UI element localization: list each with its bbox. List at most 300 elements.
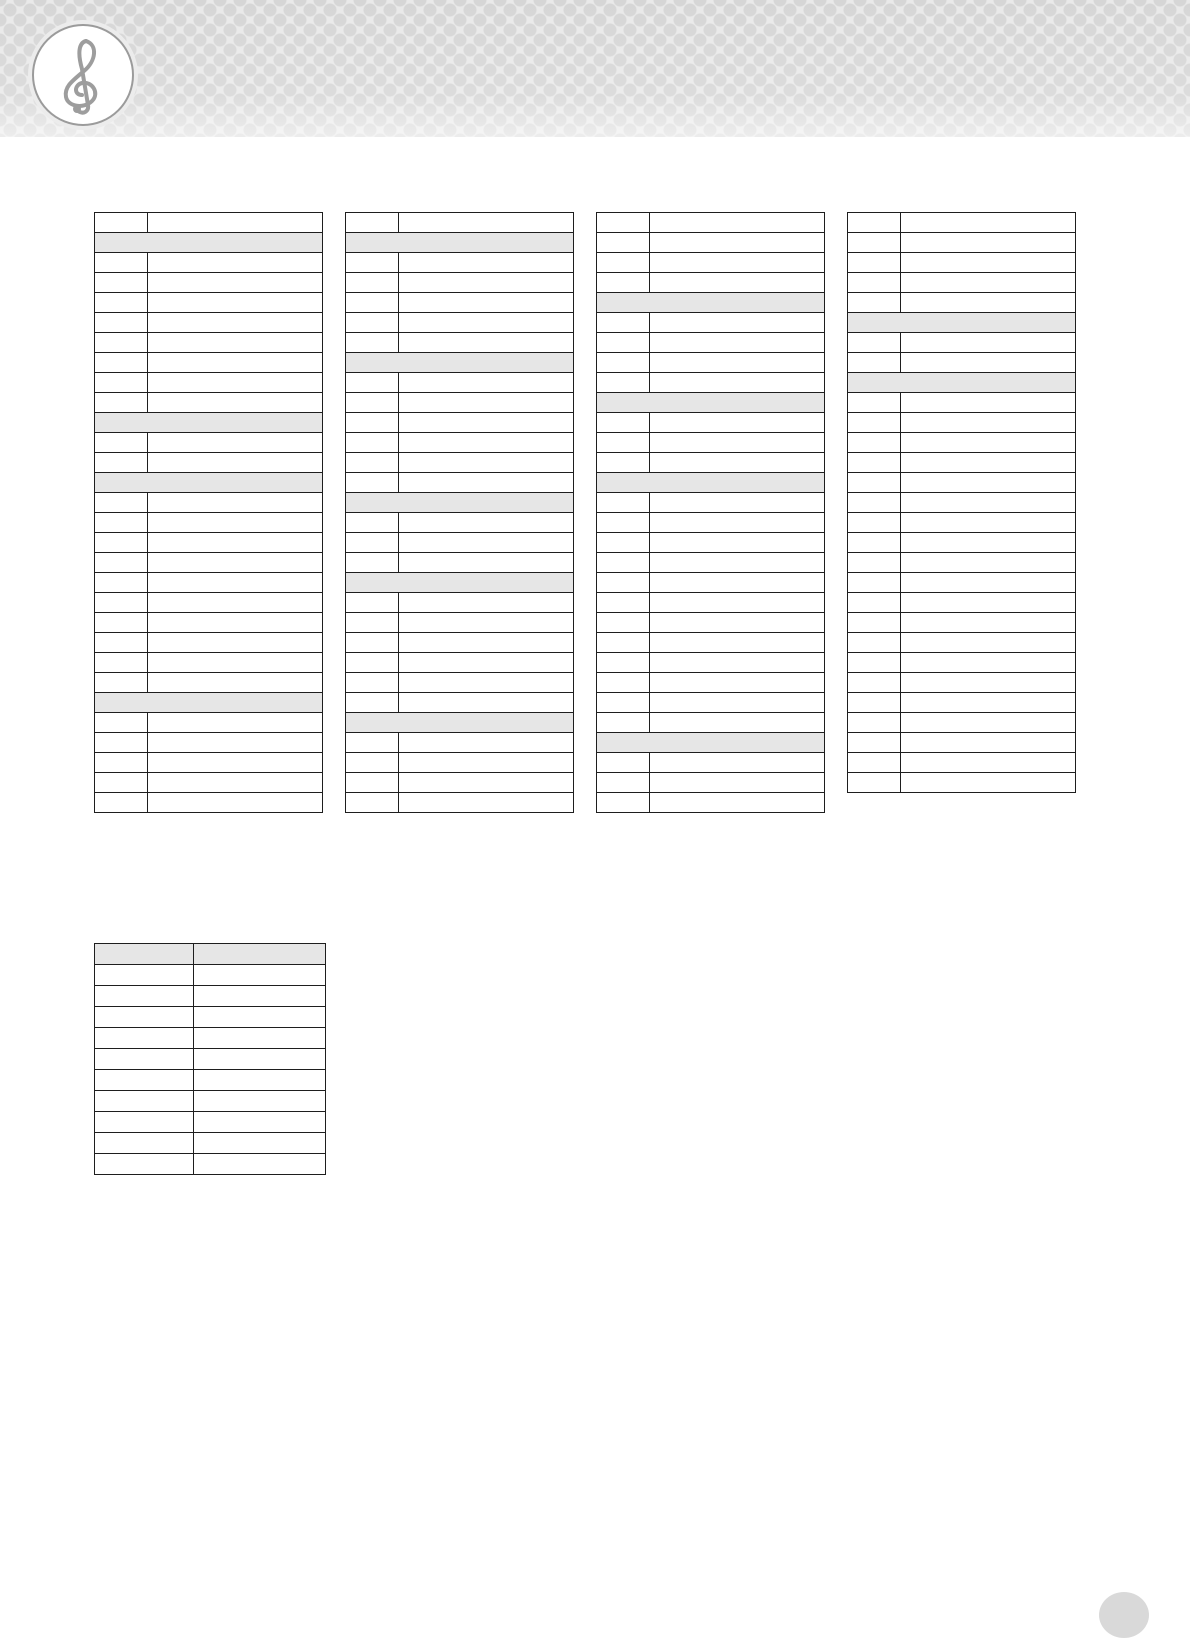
table-row bbox=[346, 593, 574, 613]
name-cell bbox=[650, 513, 825, 533]
number-cell bbox=[597, 413, 650, 433]
table-row bbox=[848, 353, 1076, 373]
number-cell bbox=[346, 293, 399, 313]
table-row bbox=[597, 333, 825, 353]
name-cell bbox=[399, 273, 574, 293]
table-row bbox=[95, 553, 323, 573]
table-row bbox=[848, 633, 1076, 653]
section-header-cell bbox=[95, 693, 323, 713]
table-row bbox=[346, 333, 574, 353]
name-cell bbox=[148, 313, 323, 333]
table-row bbox=[95, 513, 323, 533]
table-row bbox=[95, 793, 323, 813]
name-cell bbox=[901, 753, 1076, 773]
name-cell bbox=[901, 533, 1076, 553]
table-row bbox=[95, 673, 323, 693]
name-cell bbox=[399, 513, 574, 533]
name-cell bbox=[399, 253, 574, 273]
table-row bbox=[848, 573, 1076, 593]
number-cell bbox=[597, 333, 650, 353]
table-row bbox=[95, 253, 323, 273]
number-cell bbox=[346, 613, 399, 633]
blank-list-table-1 bbox=[94, 212, 323, 813]
name-cell bbox=[650, 633, 825, 653]
table-row bbox=[346, 773, 574, 793]
table-row bbox=[95, 593, 323, 613]
table-row bbox=[848, 273, 1076, 293]
section-header-cell bbox=[346, 353, 574, 373]
blank-two-column-table bbox=[94, 943, 326, 1175]
name-cell bbox=[399, 393, 574, 413]
name-cell bbox=[650, 533, 825, 553]
section-header-cell bbox=[95, 413, 323, 433]
number-cell bbox=[848, 753, 901, 773]
name-cell bbox=[650, 453, 825, 473]
table-row bbox=[848, 393, 1076, 413]
table-row bbox=[848, 433, 1076, 453]
number-cell bbox=[346, 373, 399, 393]
number-cell bbox=[848, 473, 901, 493]
table-row bbox=[95, 273, 323, 293]
number-cell bbox=[597, 753, 650, 773]
number-cell bbox=[346, 653, 399, 673]
section-header-row bbox=[346, 353, 574, 373]
number-cell bbox=[346, 593, 399, 613]
number-cell bbox=[848, 633, 901, 653]
table-row bbox=[848, 533, 1076, 553]
right-cell bbox=[194, 986, 326, 1007]
name-cell bbox=[901, 233, 1076, 253]
number-cell bbox=[346, 793, 399, 813]
section-header-cell bbox=[346, 713, 574, 733]
table-row bbox=[95, 1049, 326, 1070]
name-cell bbox=[650, 353, 825, 373]
table-row bbox=[848, 413, 1076, 433]
name-cell bbox=[399, 593, 574, 613]
number-cell bbox=[597, 213, 650, 233]
table-row bbox=[597, 253, 825, 273]
page-number-badge bbox=[1099, 1592, 1149, 1638]
table-row bbox=[597, 673, 825, 693]
number-cell bbox=[346, 333, 399, 353]
section-header-row bbox=[848, 373, 1076, 393]
name-cell bbox=[650, 593, 825, 613]
section-header-row bbox=[95, 473, 323, 493]
name-cell bbox=[399, 333, 574, 353]
name-cell bbox=[901, 553, 1076, 573]
number-cell bbox=[848, 413, 901, 433]
table-row bbox=[597, 413, 825, 433]
table-row bbox=[597, 273, 825, 293]
table-row bbox=[95, 393, 323, 413]
name-cell bbox=[148, 593, 323, 613]
table-row bbox=[346, 453, 574, 473]
number-cell bbox=[95, 793, 148, 813]
right-cell bbox=[194, 1007, 326, 1028]
table-row bbox=[95, 293, 323, 313]
section-header-row bbox=[95, 413, 323, 433]
number-cell bbox=[346, 533, 399, 553]
number-cell bbox=[95, 753, 148, 773]
section-header-row bbox=[597, 473, 825, 493]
table-row bbox=[95, 1112, 326, 1133]
name-cell bbox=[901, 413, 1076, 433]
section-header-row bbox=[95, 233, 323, 253]
table-header-row bbox=[95, 944, 326, 965]
name-cell bbox=[650, 373, 825, 393]
right-cell bbox=[194, 1049, 326, 1070]
section-header-row bbox=[848, 313, 1076, 333]
name-cell bbox=[650, 433, 825, 453]
name-cell bbox=[148, 793, 323, 813]
number-cell bbox=[597, 313, 650, 333]
number-cell bbox=[346, 253, 399, 273]
section-header-row bbox=[597, 293, 825, 313]
number-cell bbox=[346, 673, 399, 693]
table-row bbox=[597, 693, 825, 713]
left-cell bbox=[95, 1007, 194, 1028]
table-row bbox=[95, 1070, 326, 1091]
name-cell bbox=[148, 213, 323, 233]
table-row bbox=[848, 593, 1076, 613]
number-cell bbox=[597, 693, 650, 713]
section-header-cell bbox=[346, 233, 574, 253]
name-cell bbox=[650, 673, 825, 693]
table-row bbox=[848, 553, 1076, 573]
number-cell bbox=[848, 233, 901, 253]
name-cell bbox=[148, 253, 323, 273]
number-cell bbox=[597, 673, 650, 693]
name-cell bbox=[148, 673, 323, 693]
name-cell bbox=[901, 613, 1076, 633]
table-row bbox=[597, 593, 825, 613]
number-cell bbox=[597, 553, 650, 573]
table-row bbox=[95, 1091, 326, 1112]
table-row bbox=[597, 613, 825, 633]
number-cell bbox=[848, 513, 901, 533]
table-row bbox=[346, 293, 574, 313]
table-row bbox=[597, 553, 825, 573]
name-cell bbox=[148, 553, 323, 573]
number-cell bbox=[95, 213, 148, 233]
name-cell bbox=[148, 433, 323, 453]
table-row bbox=[346, 653, 574, 673]
name-cell bbox=[650, 793, 825, 813]
name-cell bbox=[399, 533, 574, 553]
left-cell bbox=[95, 1028, 194, 1049]
name-cell bbox=[148, 753, 323, 773]
table-row bbox=[95, 353, 323, 373]
number-cell bbox=[597, 353, 650, 373]
number-cell bbox=[346, 773, 399, 793]
table-row bbox=[597, 213, 825, 233]
number-cell bbox=[95, 373, 148, 393]
name-cell bbox=[650, 553, 825, 573]
name-cell bbox=[650, 273, 825, 293]
right-cell bbox=[194, 1154, 326, 1175]
number-cell bbox=[848, 713, 901, 733]
number-cell bbox=[346, 313, 399, 333]
right-cell bbox=[194, 1112, 326, 1133]
table-row bbox=[346, 793, 574, 813]
table-row bbox=[597, 653, 825, 673]
name-cell bbox=[148, 533, 323, 553]
table-row bbox=[346, 673, 574, 693]
name-cell bbox=[650, 573, 825, 593]
section-header-cell bbox=[597, 473, 825, 493]
name-cell bbox=[901, 773, 1076, 793]
table-row bbox=[848, 773, 1076, 793]
number-cell bbox=[95, 493, 148, 513]
treble-clef-logo bbox=[32, 24, 134, 126]
section-header-row bbox=[346, 573, 574, 593]
number-cell bbox=[848, 213, 901, 233]
number-cell bbox=[848, 393, 901, 413]
table-row bbox=[848, 293, 1076, 313]
number-cell bbox=[95, 773, 148, 793]
name-cell bbox=[148, 493, 323, 513]
header-cell bbox=[194, 944, 326, 965]
blank-list-table-3 bbox=[596, 212, 825, 813]
table-row bbox=[848, 613, 1076, 633]
number-cell bbox=[346, 733, 399, 753]
table-row bbox=[848, 233, 1076, 253]
number-cell bbox=[95, 613, 148, 633]
number-cell bbox=[597, 233, 650, 253]
name-cell bbox=[901, 733, 1076, 753]
name-cell bbox=[148, 613, 323, 633]
section-header-cell bbox=[597, 733, 825, 753]
number-cell bbox=[95, 513, 148, 533]
left-cell bbox=[95, 1049, 194, 1070]
name-cell bbox=[399, 373, 574, 393]
table-row bbox=[848, 253, 1076, 273]
number-cell bbox=[597, 593, 650, 613]
name-cell bbox=[399, 453, 574, 473]
number-cell bbox=[597, 433, 650, 453]
table-row bbox=[597, 433, 825, 453]
number-cell bbox=[597, 513, 650, 533]
name-cell bbox=[901, 633, 1076, 653]
table-row bbox=[95, 753, 323, 773]
table-row bbox=[346, 433, 574, 453]
number-cell bbox=[95, 313, 148, 333]
table-row bbox=[597, 453, 825, 473]
table-row bbox=[95, 373, 323, 393]
section-header-cell bbox=[597, 293, 825, 313]
name-cell bbox=[901, 253, 1076, 273]
name-cell bbox=[148, 453, 323, 473]
number-cell bbox=[95, 393, 148, 413]
name-cell bbox=[399, 633, 574, 653]
section-header-cell bbox=[848, 313, 1076, 333]
name-cell bbox=[399, 313, 574, 333]
number-cell bbox=[346, 513, 399, 533]
table-row bbox=[597, 373, 825, 393]
name-cell bbox=[148, 353, 323, 373]
number-cell bbox=[597, 653, 650, 673]
name-cell bbox=[399, 673, 574, 693]
table-row bbox=[597, 493, 825, 513]
section-header-cell bbox=[346, 493, 574, 513]
number-cell bbox=[346, 413, 399, 433]
table-row bbox=[95, 453, 323, 473]
number-cell bbox=[597, 453, 650, 473]
section-header-cell bbox=[346, 573, 574, 593]
number-cell bbox=[346, 553, 399, 573]
number-cell bbox=[597, 793, 650, 813]
table-row bbox=[597, 233, 825, 253]
table-row bbox=[346, 553, 574, 573]
table-row bbox=[597, 793, 825, 813]
name-cell bbox=[399, 793, 574, 813]
table-row bbox=[848, 673, 1076, 693]
number-cell bbox=[848, 333, 901, 353]
table-row bbox=[848, 733, 1076, 753]
table-row bbox=[346, 373, 574, 393]
number-cell bbox=[95, 733, 148, 753]
name-cell bbox=[901, 473, 1076, 493]
table-row bbox=[848, 213, 1076, 233]
name-cell bbox=[399, 653, 574, 673]
right-cell bbox=[194, 1133, 326, 1154]
name-cell bbox=[650, 313, 825, 333]
number-cell bbox=[848, 293, 901, 313]
table-row bbox=[95, 533, 323, 553]
number-cell bbox=[597, 633, 650, 653]
name-cell bbox=[399, 293, 574, 313]
name-cell bbox=[399, 733, 574, 753]
name-cell bbox=[148, 273, 323, 293]
name-cell bbox=[650, 613, 825, 633]
table-row bbox=[597, 313, 825, 333]
name-cell bbox=[399, 553, 574, 573]
number-cell bbox=[95, 433, 148, 453]
table-row bbox=[597, 353, 825, 373]
number-cell bbox=[848, 613, 901, 633]
name-cell bbox=[399, 773, 574, 793]
table-row bbox=[597, 713, 825, 733]
number-cell bbox=[95, 593, 148, 613]
name-cell bbox=[901, 713, 1076, 733]
table-row bbox=[95, 653, 323, 673]
treble-clef-icon bbox=[48, 35, 118, 115]
table-row bbox=[95, 433, 323, 453]
right-cell bbox=[194, 1028, 326, 1049]
number-cell bbox=[597, 573, 650, 593]
number-cell bbox=[597, 533, 650, 553]
number-cell bbox=[346, 473, 399, 493]
table-row bbox=[95, 573, 323, 593]
table-row bbox=[346, 253, 574, 273]
name-cell bbox=[650, 213, 825, 233]
number-cell bbox=[848, 673, 901, 693]
section-header-cell bbox=[597, 393, 825, 413]
left-cell bbox=[95, 1112, 194, 1133]
right-cell bbox=[194, 1091, 326, 1112]
table-row bbox=[95, 1028, 326, 1049]
name-cell bbox=[148, 653, 323, 673]
name-cell bbox=[650, 753, 825, 773]
name-cell bbox=[148, 393, 323, 413]
number-cell bbox=[95, 713, 148, 733]
table-row bbox=[346, 393, 574, 413]
name-cell bbox=[650, 333, 825, 353]
table-row bbox=[95, 613, 323, 633]
name-cell bbox=[148, 333, 323, 353]
number-cell bbox=[848, 253, 901, 273]
number-cell bbox=[346, 213, 399, 233]
number-cell bbox=[95, 553, 148, 573]
table-row bbox=[848, 513, 1076, 533]
name-cell bbox=[901, 493, 1076, 513]
name-cell bbox=[399, 413, 574, 433]
name-cell bbox=[399, 433, 574, 453]
table-row bbox=[597, 633, 825, 653]
left-cell bbox=[95, 1154, 194, 1175]
number-cell bbox=[597, 713, 650, 733]
table-row bbox=[346, 513, 574, 533]
name-cell bbox=[399, 753, 574, 773]
header-cell bbox=[95, 944, 194, 965]
name-cell bbox=[901, 433, 1076, 453]
number-cell bbox=[346, 453, 399, 473]
number-cell bbox=[848, 433, 901, 453]
table-row bbox=[346, 633, 574, 653]
number-cell bbox=[95, 293, 148, 313]
table-row bbox=[95, 986, 326, 1007]
name-cell bbox=[148, 293, 323, 313]
table-row bbox=[848, 473, 1076, 493]
left-cell bbox=[95, 1133, 194, 1154]
table-row bbox=[848, 453, 1076, 473]
name-cell bbox=[148, 733, 323, 753]
blank-list-table-4 bbox=[847, 212, 1076, 793]
left-cell bbox=[95, 986, 194, 1007]
section-header-row bbox=[597, 733, 825, 753]
number-cell bbox=[848, 553, 901, 573]
left-cell bbox=[95, 965, 194, 986]
left-cell bbox=[95, 1070, 194, 1091]
name-cell bbox=[901, 273, 1076, 293]
number-cell bbox=[848, 273, 901, 293]
section-header-row bbox=[346, 713, 574, 733]
name-cell bbox=[650, 253, 825, 273]
number-cell bbox=[95, 673, 148, 693]
name-cell bbox=[901, 333, 1076, 353]
number-cell bbox=[95, 333, 148, 353]
table-row bbox=[95, 1154, 326, 1175]
table-row bbox=[346, 473, 574, 493]
table-row bbox=[95, 333, 323, 353]
table-row bbox=[95, 713, 323, 733]
number-cell bbox=[95, 653, 148, 673]
name-cell bbox=[901, 353, 1076, 373]
number-cell bbox=[848, 773, 901, 793]
number-cell bbox=[597, 493, 650, 513]
number-cell bbox=[95, 453, 148, 473]
table-row bbox=[597, 753, 825, 773]
name-cell bbox=[901, 513, 1076, 533]
table-row bbox=[95, 1133, 326, 1154]
number-cell bbox=[95, 533, 148, 553]
number-cell bbox=[95, 633, 148, 653]
table-row bbox=[346, 413, 574, 433]
table-row bbox=[95, 733, 323, 753]
section-header-row bbox=[597, 393, 825, 413]
name-cell bbox=[901, 393, 1076, 413]
name-cell bbox=[148, 373, 323, 393]
